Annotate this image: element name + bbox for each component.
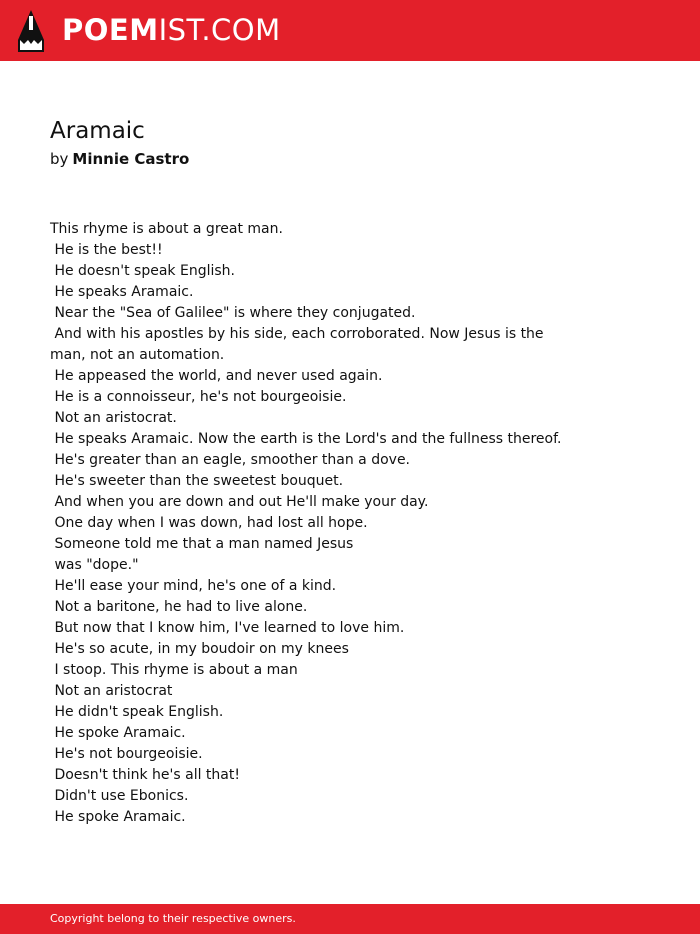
logo-bold-text: POEM	[62, 13, 159, 47]
poem-line: Not an aristocrat	[50, 683, 173, 699]
poem-author: Minnie Castro	[72, 150, 190, 168]
poem-line: But now that I know him, I've learned to love him.	[50, 620, 405, 636]
site-header	[0, 0, 700, 61]
poem-line: And when you are down and out He'll make your day.	[50, 494, 429, 510]
poem-line: This rhyme is about a great man.	[50, 221, 283, 237]
site-footer	[0, 904, 700, 934]
poem-line: And with his apostles by his side, each corroborated. Now Jesus is the	[50, 326, 544, 342]
poem-line: He is the best!!	[50, 242, 163, 258]
pencil-tip-icon	[18, 10, 44, 52]
poem-line: He'll ease your mind, he's one of a kind.	[50, 578, 337, 594]
poem-line: Not a baritone, he had to live alone.	[50, 599, 308, 615]
poem-line: He's sweeter than the sweetest bouquet.	[50, 473, 344, 489]
poem-line: was "dope."	[50, 557, 139, 573]
by-label: by	[50, 150, 69, 168]
logo-light-text: IST.COM	[158, 13, 281, 47]
site-logo[interactable]	[62, 13, 281, 47]
poem-line: He doesn't speak English.	[50, 263, 235, 279]
poem-line: He didn't speak English.	[50, 704, 224, 720]
poem-line: I stoop. This rhyme is about a man	[50, 662, 298, 678]
poem-line: He is a connoisseur, he's not bourgeoisie.	[50, 389, 347, 405]
poem-line: Didn't use Ebonics.	[50, 788, 189, 804]
poem-line: He's so acute, in my boudoir on my knees	[50, 641, 349, 657]
poem-line: Someone told me that a man named Jesus	[50, 536, 354, 552]
poem-line: He's not bourgeoisie.	[50, 746, 203, 762]
poem-line: Doesn't think he's all that!	[50, 767, 240, 783]
poem-line: He speaks Aramaic.	[50, 284, 194, 300]
poem-line: He spoke Aramaic.	[50, 809, 186, 825]
poem-line: He speaks Aramaic. Now the earth is the Lord's and the fullness thereof.	[50, 431, 562, 447]
poem-body	[50, 219, 610, 828]
poem-line: man, not an automation.	[50, 347, 225, 363]
poem-line: Not an aristocrat.	[50, 410, 177, 426]
poem-line: One day when I was down, had lost all hope.	[50, 515, 368, 531]
poem-byline	[50, 149, 189, 169]
poem-line: He spoke Aramaic.	[50, 725, 186, 741]
poem-line: Near the "Sea of Galilee" is where they conjugated.	[50, 305, 416, 321]
poem-title: Aramaic	[50, 118, 145, 144]
copyright-text: Copyright belong to their respective owners.	[50, 912, 296, 925]
poem-line: He's greater than an eagle, smoother than a dove.	[50, 452, 411, 468]
poem-line: He appeased the world, and never used again.	[50, 368, 383, 384]
